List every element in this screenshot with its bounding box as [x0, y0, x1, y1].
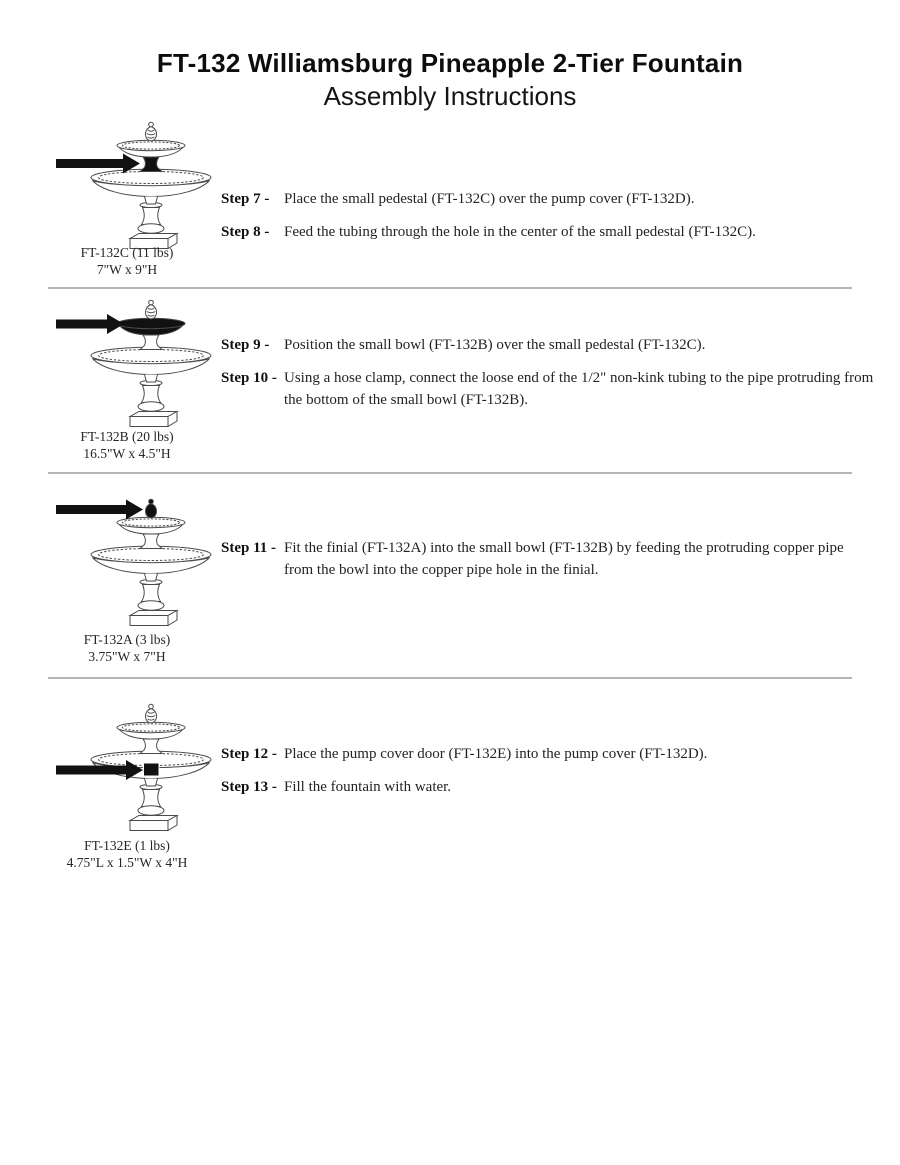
- steps-list: [221, 188, 881, 254]
- part-label: [27, 429, 227, 462]
- part-dimensions: 7"W x 9"H: [96, 261, 158, 277]
- arrow-icon: [56, 314, 124, 334]
- fountain-icon: [44, 298, 219, 430]
- arrow-icon: [56, 500, 143, 520]
- page-subtitle: Assembly Instructions: [323, 81, 577, 111]
- step-item: [221, 367, 881, 411]
- step-number: Step 13 -: [221, 779, 277, 795]
- pump-cover-door-part: [144, 763, 160, 776]
- part-dimensions: 4.75"L x 1.5"W x 4"H: [66, 854, 188, 870]
- small-pedestal-part: [140, 534, 162, 549]
- part-number-weight: FT-132B (20 lbs): [80, 429, 174, 444]
- step-item: [221, 743, 881, 765]
- step-description: Using a hose clamp, connect the loose end of the 1/2" non-kink tubing to the pipe protruding from the bottom of the small bowl (FT-132B).: [284, 370, 874, 408]
- page-title: FT-132 Williamsburg Pineapple 2-Tier Fountain: [156, 48, 744, 78]
- part-label: [27, 838, 227, 871]
- fountain-illustration: [44, 120, 219, 252]
- section-divider: [48, 287, 852, 289]
- part-label: [27, 245, 227, 278]
- step-description: Fill the fountain with water.: [284, 779, 452, 795]
- finial-part: [146, 504, 157, 518]
- fountain-icon: [44, 120, 219, 252]
- steps-list: [221, 743, 881, 809]
- small-pedestal-part: [140, 335, 162, 350]
- step-description: Position the small bowl (FT-132B) over the small pedestal (FT-132C).: [284, 337, 706, 353]
- small-bowl-part: [117, 517, 185, 527]
- fountain-illustration: [44, 702, 219, 834]
- part-label: [27, 632, 227, 665]
- part-dimensions: 3.75"W x 7"H: [88, 648, 166, 664]
- step-number: Step 7 -: [221, 191, 270, 207]
- step-number: Step 10 -: [221, 370, 277, 386]
- small-bowl-part: [117, 318, 185, 328]
- step-description: Place the small pedestal (FT-132C) over the pump cover (FT-132D).: [284, 191, 695, 207]
- fountain-illustration: [44, 497, 219, 629]
- step-item: [221, 221, 881, 243]
- step-number: Step 8 -: [221, 224, 270, 240]
- small-pedestal-part: [140, 157, 162, 172]
- fountain-illustration: [44, 298, 219, 430]
- section-divider: [48, 677, 852, 679]
- fountain-icon: [44, 702, 219, 834]
- step-item: [221, 537, 881, 581]
- fountain-icon: [44, 497, 219, 629]
- step-number: Step 11 -: [221, 540, 277, 556]
- steps-list: [221, 334, 881, 422]
- step-description: Place the pump cover door (FT-132E) into the pump cover (FT-132D).: [284, 746, 708, 762]
- step-item: [221, 188, 881, 210]
- step-number: Step 9 -: [221, 337, 270, 353]
- part-number-weight: FT-132A (3 lbs): [83, 632, 171, 647]
- step-number: Step 12 -: [221, 746, 277, 762]
- part-number-weight: FT-132E (1 lbs): [84, 838, 170, 853]
- arrow-icon: [56, 154, 140, 174]
- step-description: Fit the finial (FT-132A) into the small bowl (FT-132B) by feeding the protruding copper pipe from the bowl into the copper pipe hole in the finial.: [284, 540, 844, 578]
- section-divider: [48, 472, 852, 474]
- part-number-weight: FT-132C (11 lbs): [80, 245, 174, 260]
- step-description: Feed the tubing through the hole in the center of the small pedestal (FT-132C).: [284, 224, 756, 240]
- step-item: [221, 776, 881, 798]
- steps-list: [221, 537, 881, 592]
- small-bowl-part: [117, 722, 185, 732]
- step-item: [221, 334, 881, 356]
- small-bowl-part: [117, 140, 185, 150]
- small-pedestal-part: [140, 739, 162, 754]
- part-dimensions: 16.5"W x 4.5"H: [83, 445, 171, 461]
